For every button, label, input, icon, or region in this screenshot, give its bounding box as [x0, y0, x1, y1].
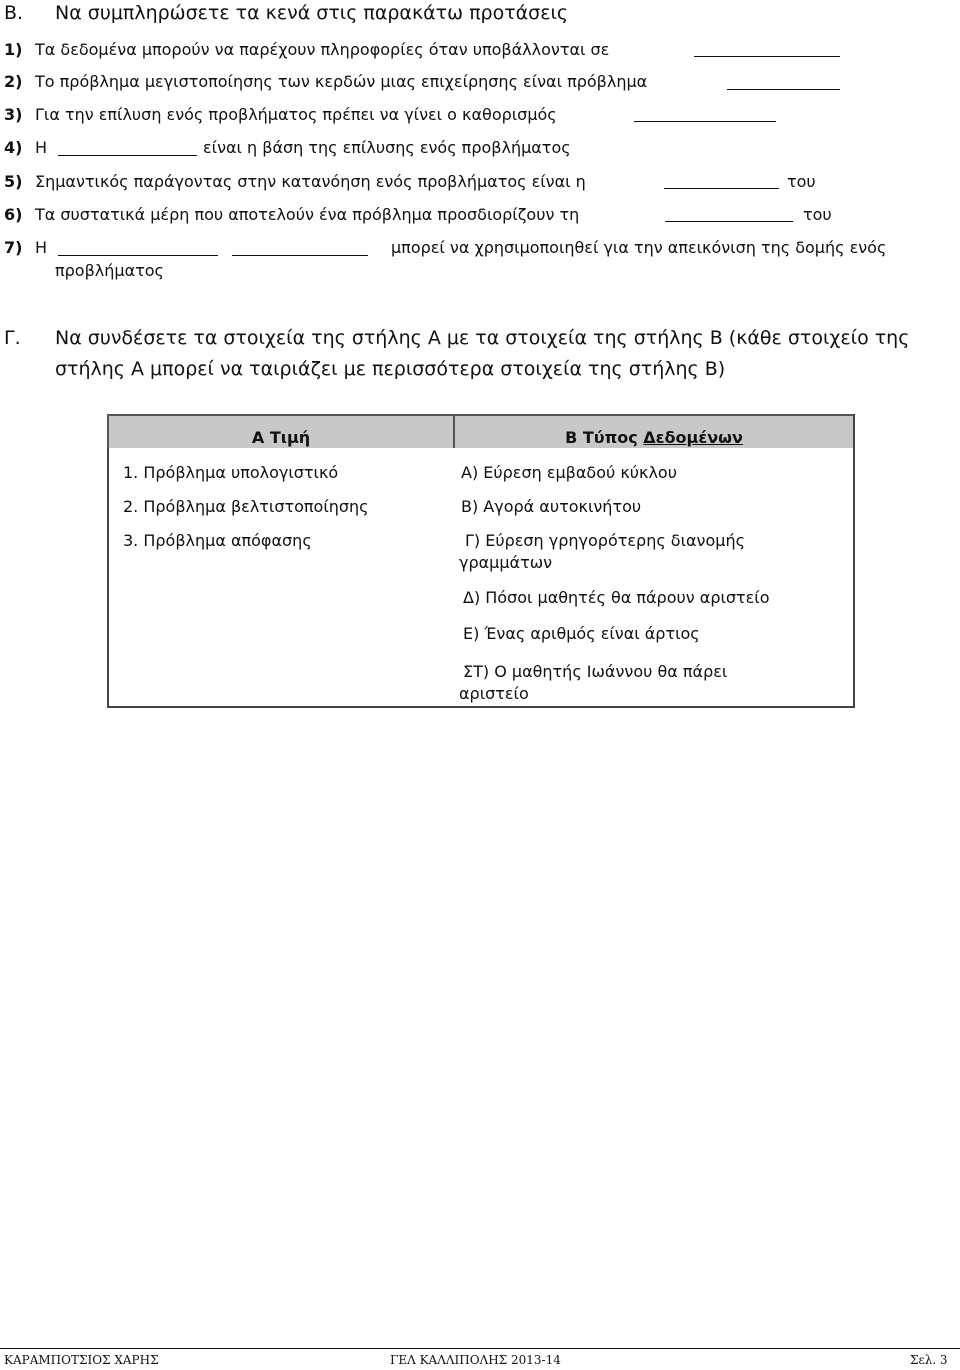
column-b-item-c-continuation: γραμμάτων	[459, 553, 553, 572]
question-3-text: Για την επίλυση ενός προβλήματος πρέπει να γίνει ο καθορισμός	[35, 105, 557, 124]
question-1-blank[interactable]	[694, 56, 840, 57]
footer-page-number: Σελ. 3	[910, 1353, 948, 1367]
question-2-text: Το πρόβλημα μεγιστοποίησης των κερδών μιας επιχείρησης είναι πρόβλημα	[35, 72, 648, 91]
column-a-item-3: 3. Πρόβλημα απόφασης	[123, 531, 312, 550]
matching-table	[107, 414, 855, 708]
question-7-number: 7)	[4, 238, 23, 257]
column-a-item-1: 1. Πρόβλημα υπολογιστικό	[123, 463, 339, 482]
question-5-blank[interactable]	[664, 188, 779, 189]
footer-divider	[0, 1348, 960, 1349]
question-7-continuation: προβλήματος	[55, 261, 164, 280]
question-1-text: Τα δεδομένα μπορούν να παρέχουν πληροφορίες όταν υποβάλλονται σε	[35, 40, 610, 59]
question-2-blank[interactable]	[727, 89, 840, 90]
table-left-border	[107, 414, 109, 706]
question-4-blank[interactable]	[58, 155, 197, 156]
section-g-instruction-line-1: Να συνδέσετε τα στοιχεία της στήλης Α με τα στοιχεία της στήλης Β (κάθε στοιχείο της	[55, 327, 910, 349]
question-4-number: 4)	[4, 138, 23, 157]
column-b-item-e: Ε) Ένας αριθμός είναι άρτιος	[463, 624, 700, 643]
column-b-item-b: Β) Αγορά αυτοκινήτου	[461, 497, 642, 516]
table-header-column-b-underlined: Δεδομένων	[643, 428, 743, 447]
table-header-row	[107, 414, 853, 448]
question-6-pre: Τα συστατικά μέρη που αποτελούν ένα πρόβλημα προσδιορίζουν τη	[35, 205, 580, 224]
column-a-item-2: 2. Πρόβλημα βελτιστοποίησης	[123, 497, 369, 516]
column-b-item-a: Α) Εύρεση εμβαδού κύκλου	[461, 463, 677, 482]
question-5-number: 5)	[4, 172, 23, 191]
column-b-item-st: ΣΤ) Ο μαθητής Ιωάννου θα πάρει	[463, 662, 728, 681]
question-5-post: του	[787, 172, 816, 191]
table-header-column-b	[453, 414, 853, 448]
question-7-blank-1[interactable]	[58, 255, 218, 256]
section-g-letter: Γ.	[4, 327, 21, 349]
question-6-number: 6)	[4, 205, 23, 224]
question-3-blank[interactable]	[634, 121, 776, 122]
footer-author: ΚΑΡΑΜΠΟΤΣΙΟΣ ΧΑΡΗΣ	[4, 1353, 159, 1367]
question-7-post: μπορεί να χρησιμοποιηθεί για την απεικόνιση της δομής ενός	[391, 238, 887, 257]
table-header-column-a: Α Τιμή	[107, 414, 453, 448]
section-b-title: Να συμπληρώσετε τα κενά στις παρακάτω προτάσεις	[55, 2, 569, 24]
question-2-number: 2)	[4, 72, 23, 91]
question-6-blank[interactable]	[665, 221, 793, 222]
question-4-pre: Η	[35, 138, 48, 157]
question-3-number: 3)	[4, 105, 23, 124]
table-header-column-b-prefix: Β Τύπος	[565, 428, 644, 447]
column-b-item-st-continuation: αριστείο	[459, 684, 529, 703]
section-g-instruction-line-2: στήλης Α μπορεί να ταιριάζει με περισσότερα στοιχεία της στήλης Β)	[55, 358, 726, 380]
column-b-item-d: Δ) Πόσοι μαθητές θα πάρουν αριστείο	[463, 588, 770, 607]
section-b-letter: Β.	[4, 2, 24, 24]
question-6-post: του	[803, 205, 832, 224]
question-5-pre: Σημαντικός παράγοντας στην κατανόηση ενός προβλήματος είναι η	[35, 172, 586, 191]
question-1-number: 1)	[4, 40, 23, 59]
footer-school: ΓΕΛ ΚΑΛΛΙΠΟΛΗΣ 2013-14	[390, 1353, 561, 1367]
question-7-blank-2[interactable]	[232, 255, 368, 256]
question-7-pre: Η	[35, 238, 48, 257]
question-4-post: είναι η βάση της επίλυσης ενός προβλήματος	[203, 138, 571, 157]
column-b-item-c: Γ) Εύρεση γρηγορότερης διανομής	[465, 531, 745, 550]
